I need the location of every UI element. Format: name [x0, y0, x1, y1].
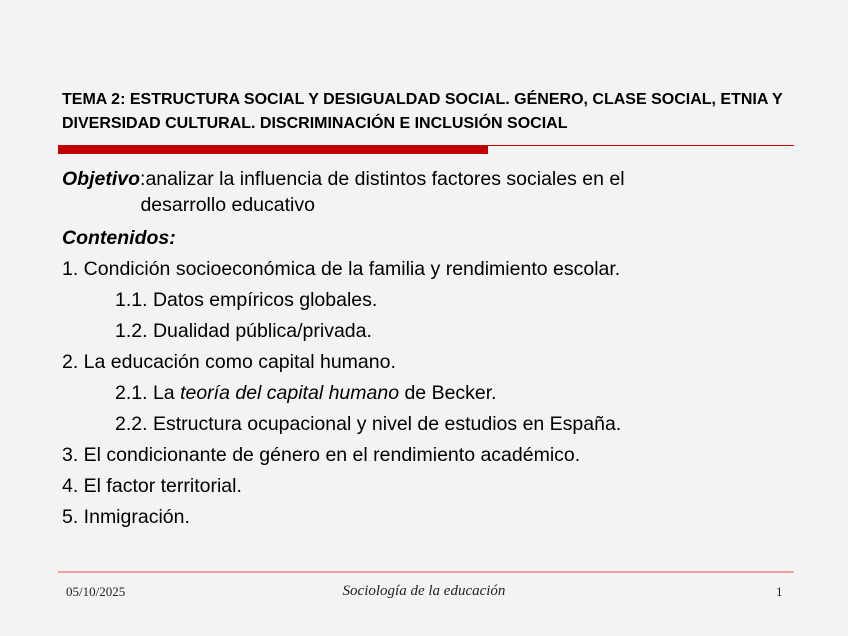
list-item: 4. El factor territorial. — [62, 475, 242, 497]
objective — [62, 166, 792, 218]
list-item: 1.2. Dualidad pública/privada. — [115, 320, 372, 342]
list-item-emphasis: teoría del capital humano — [180, 382, 400, 404]
title-underline-thick — [58, 146, 488, 154]
contents-label: Contenidos — [62, 227, 170, 249]
page-number: 1 — [776, 584, 783, 599]
objective-text-line-1: analizar la influencia de distintos factores sociales en el — [145, 168, 625, 190]
list-item: 3. El condicionante de género en el rendimiento académico. — [62, 444, 581, 466]
objective-text — [140, 166, 625, 218]
list-item-prefix: 2.1. La — [115, 382, 181, 404]
list-item: 1. Condición socioeconómica de la familia y rendimiento escolar. — [62, 258, 621, 280]
list-item-suffix: de Becker. — [399, 382, 497, 404]
list-item: 2.2. Estructura ocupacional y nivel de estudios en España. — [115, 413, 622, 435]
list-item: 5. Inmigración. — [62, 506, 190, 528]
contents-heading — [62, 223, 792, 254]
objective-label-wrap — [62, 166, 145, 218]
footer-date: 05/10/2025 — [66, 584, 126, 599]
list-item: 2. La educación como capital humano. — [62, 351, 396, 373]
footer-course-title: Sociología de la educación — [342, 583, 506, 599]
objective-text-line-2: desarrollo educativo — [140, 194, 315, 216]
contents-separator: : — [169, 227, 176, 249]
objective-label: Objetivo — [62, 168, 141, 190]
slide-body — [62, 166, 792, 533]
list-item — [62, 378, 792, 409]
objective-separator: : — [140, 168, 146, 190]
slide-title: TEMA 2: ESTRUCTURA SOCIAL Y DESIGUALDAD SOCIAL. GÉNERO, CLASE SOCIAL, ETNIA Y DIVERSIDAD CULTURAL. DISCRIMINACIÓN E INCLUSIÓN SOCIAL — [62, 91, 783, 132]
list-item: 1.1. Datos empíricos globales. — [115, 289, 378, 311]
footer-divider — [58, 571, 794, 573]
title-underline — [58, 143, 794, 155]
